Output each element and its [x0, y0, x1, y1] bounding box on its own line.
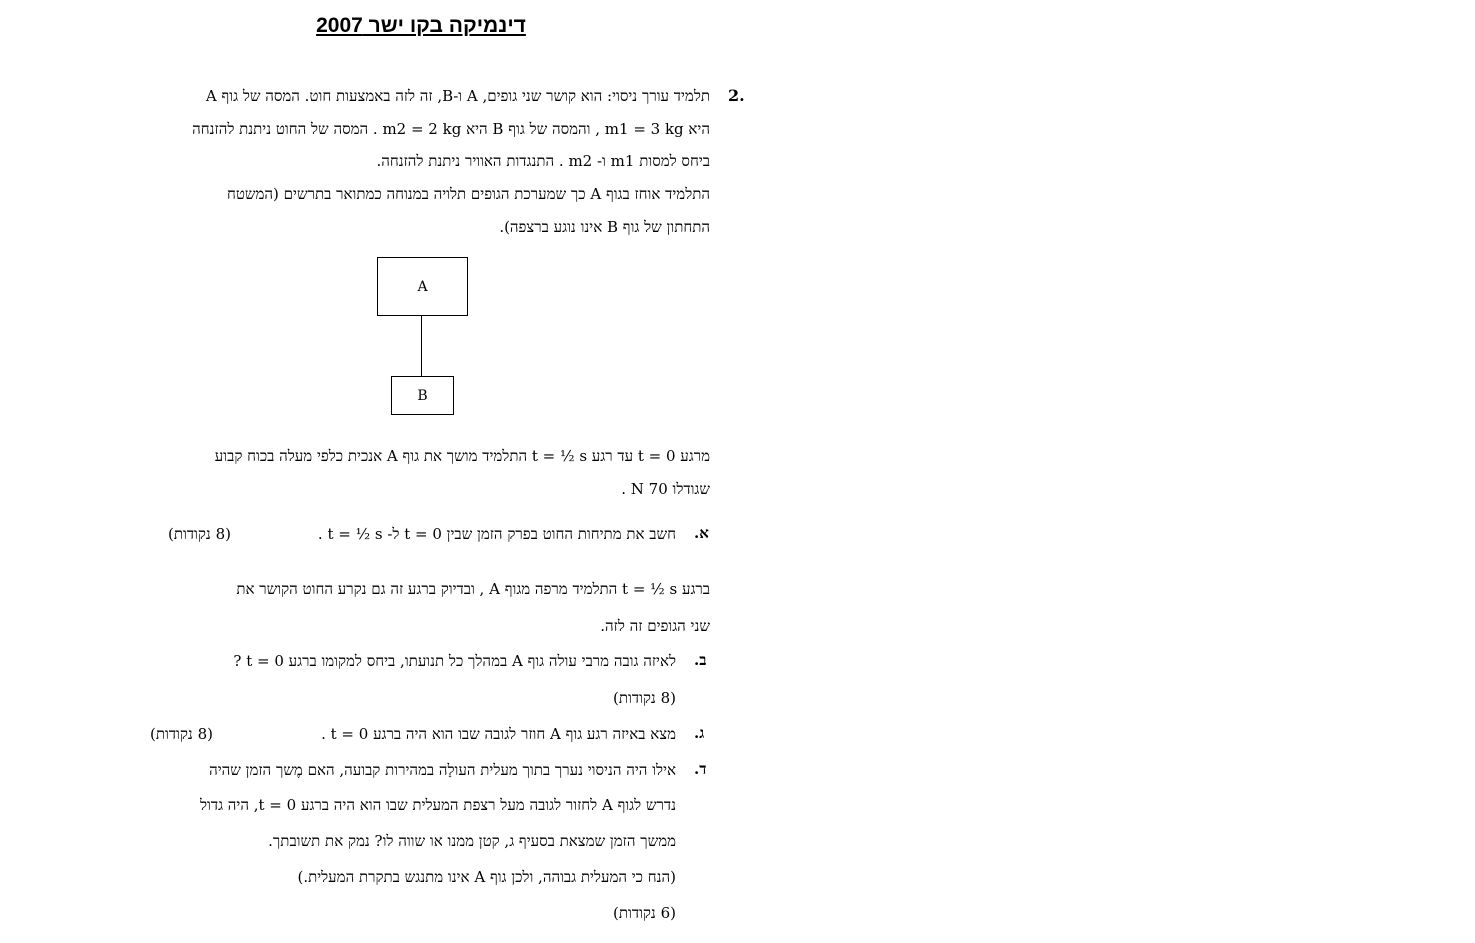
intro-line-2: היא m1 = 3 kg , והמסה של גוף B היא m2 = 2 kg . המסה של החוט ניתנת להזנחה: [192, 120, 710, 138]
intro-line-5: התחתון של גוף B אינו נוגע ברצפה).: [499, 218, 710, 236]
part-a-label: א.: [694, 524, 709, 542]
body-b-label: B: [417, 387, 428, 404]
intro-line-4: התלמיד אוחז בגוף A כך שמערכת הגופים תלויה במנוחה כמתואר בתרשים (המשטח: [226, 185, 710, 203]
release-line-2: שני הגופים זה לזה.: [600, 617, 710, 635]
part-c-text: מצא באיזה רגע גוף A חוזר לגובה שבו הוא היה ברגע t = 0 .: [321, 725, 676, 743]
part-d-line-4: (הנח כי המעלית גבוהה, ולכן גוף A אינו מתנגש בתקרת המעלית.): [297, 868, 676, 886]
body-b-box: [391, 376, 454, 415]
part-d-points: (6 נקודות): [613, 904, 676, 922]
part-c-label: ג.: [694, 724, 705, 742]
part-d-line-2: נדרש לגוף A לחזור לגובה מעל רצפת המעלית שבו הוא היה ברגע t = 0, היה גדול: [200, 796, 676, 814]
rope-line: [421, 316, 422, 376]
part-d-line-1: אילו היה הניסוי נערך בתוך מעלית העולָה במהירות קבועה, האם מֶשך הזמן שהיה: [209, 761, 676, 779]
release-line-1: ברגע t = ½ s התלמיד מרפה מגוף A , ובדיוק ברגע זה גם נקרע החוט הקושר את: [236, 580, 710, 598]
part-b-label: ב.: [694, 651, 707, 669]
part-a-points: (8 נקודות): [168, 525, 231, 543]
page-title: דינמיקה בקו ישר 2007: [316, 14, 526, 37]
part-d-label: ד.: [694, 760, 707, 778]
force-line-1: מרגע t = 0 עד רגע t = ½ s התלמיד מושך את גוף A אנכית כלפי מעלה בכוח קבוע: [214, 447, 710, 465]
part-d-line-3: ממשך הזמן שמצאת בסעיף ג, קטן ממנו או שווה לו? נמק את תשובתך.: [268, 832, 676, 850]
part-c-points: (8 נקודות): [150, 725, 213, 743]
part-a-text: חשב את מתיחות החוט בפרק הזמן שבין t = 0 ל- t = ½ s .: [317, 525, 676, 543]
force-line-2: שגודלו 70 N .: [621, 480, 710, 498]
part-b-points: (8 נקודות): [613, 689, 676, 707]
body-a-label: A: [417, 278, 428, 295]
question-number: 2.: [728, 86, 745, 105]
intro-line-1: תלמיד עורך ניסוי: הוא קושר שני גופים, A ו-B, זה לזה באמצעות חוט. המסה של גוף A: [205, 87, 710, 105]
part-b-text: לאיזה גובה מרבי עולה גוף A במהלך כל תנועתו, ביחס למקומו ברגע t = 0 ?: [233, 652, 676, 670]
intro-line-3: ביחס למסות m1 ו- m2 . התנגדות האוויר ניתנת להזנחה.: [376, 152, 710, 170]
body-a-box: [377, 257, 468, 316]
